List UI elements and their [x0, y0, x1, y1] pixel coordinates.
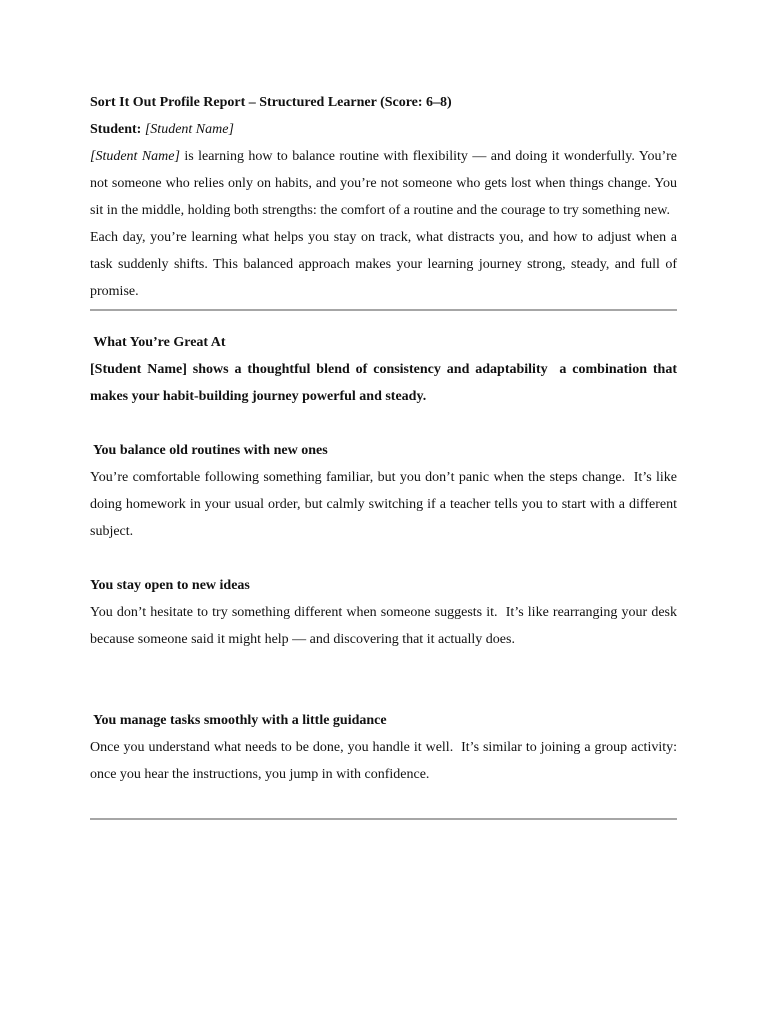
- great-at-heading: What You’re Great At: [90, 335, 226, 350]
- intro-paragraph-2: Each day, you’re learning what helps you stay on track, what distracts you, and how to adjust when a task suddenly shifts. This balanced approach makes your learning journey strong, steady, and full of promise.: [90, 230, 677, 299]
- spacer: [90, 788, 677, 818]
- section-body-tasks: Once you understand what needs to be done, you handle it well. It’s similar to joining a group activity: once you hear the instructions, you jump in with confidence.: [90, 740, 677, 782]
- spacer: [90, 653, 677, 707]
- section-heading-tasks: You manage tasks smoothly with a little guidance: [90, 713, 387, 728]
- spacer: [90, 410, 677, 437]
- great-at-summary: [Student Name] shows a thoughtful blend of consistency and adaptability a combination that makes your habit-building journey powerful and steady.: [90, 362, 677, 404]
- intro-student-name: [Student Name]: [90, 149, 180, 164]
- report-title: Sort It Out Profile Report – Structured Learner (Score: 6–8): [90, 95, 452, 110]
- intro-paragraph-1: [90, 143, 677, 224]
- student-line: [90, 116, 677, 143]
- document-page: [90, 89, 677, 820]
- spacer: [90, 311, 677, 329]
- student-label: Student:: [90, 122, 142, 137]
- section-heading-routines: You balance old routines with new ones: [90, 443, 328, 458]
- section-heading-open-ideas: You stay open to new ideas: [90, 578, 250, 593]
- spacer: [90, 545, 677, 572]
- student-name-placeholder: [Student Name]: [144, 122, 234, 137]
- intro-paragraph-1-text: is learning how to balance routine with flexibility — and doing it wonderfully. You’re not someone who relies only on habits, and you’re not someone who gets lost when things change. You sit in the middle, holding both strengths: the comfort of a routine and the courage to try something new.: [90, 149, 677, 218]
- section-body-routines: You’re comfortable following something familiar, but you don’t panic when the steps change. It’s like doing homework in your usual order, but calmly switching if a teacher tells you to start with a different subject.: [90, 470, 677, 539]
- section-body-open-ideas: You don’t hesitate to try something different when someone suggests it. It’s like rearranging your desk because someone said it might help — and discovering that it actually does.: [90, 605, 677, 647]
- divider-bottom: [90, 818, 677, 820]
